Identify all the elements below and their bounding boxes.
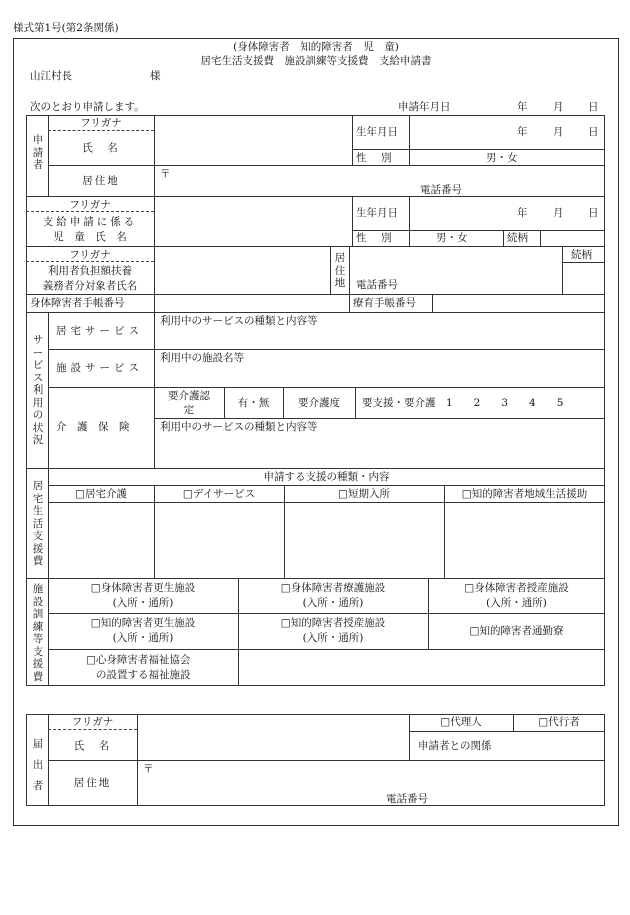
- notifier-phone-label: 電話番号: [386, 793, 428, 805]
- child-name-field[interactable]: [155, 197, 351, 245]
- facility-option-physical-workshop[interactable]: □身体障害者授産施設: [464, 582, 569, 594]
- burden-relation-field[interactable]: [563, 263, 604, 293]
- burden-furigana-label: フリガナ: [69, 249, 111, 261]
- application-month: 月: [553, 101, 564, 113]
- physical-handbook-field[interactable]: [155, 295, 348, 311]
- burden-relation-label: 続柄: [571, 249, 592, 261]
- notifier-name-field[interactable]: [138, 715, 408, 759]
- care-cert-label-2: 定: [183, 404, 195, 416]
- child-furigana-label: フリガナ: [69, 199, 111, 211]
- rehab-handbook-label: 療育手帳番号: [353, 297, 416, 309]
- care-insurance-field[interactable]: [155, 434, 604, 467]
- home-support-section-label: 居宅生活支援費: [32, 480, 44, 567]
- child-name-label-1: 支給申請に係る: [42, 216, 138, 228]
- home-support-option-home-care[interactable]: □居宅介護: [75, 488, 127, 500]
- applicant-postal-mark: 〒: [160, 168, 171, 180]
- applicant-birth-year: 年: [517, 126, 528, 138]
- care-insurance-label: 介 護 保 険: [56, 421, 130, 433]
- child-birth-year: 年: [517, 207, 528, 219]
- child-birth-day: 日: [588, 207, 599, 219]
- burden-address-label: 居住地: [334, 252, 346, 289]
- care-level-options[interactable]: 要支援・要介護 1 2 3 4 5: [362, 397, 564, 409]
- notifier-name-label: 氏 名: [73, 740, 112, 752]
- burden-name-label-2: 義務者分対象者氏名: [42, 280, 138, 292]
- care-cert-label-1: 要介護認: [168, 390, 210, 402]
- home-support-field-2[interactable]: [155, 503, 283, 577]
- notifier-proxy-checkbox[interactable]: □代行者: [538, 716, 580, 728]
- rehab-handbook-field[interactable]: [433, 295, 604, 311]
- burden-phone-label: 電話番号: [356, 279, 398, 291]
- form-number: 様式第1号(第2条関係): [13, 22, 119, 34]
- physical-handbook-label: 身体障害者手帳番号: [30, 297, 125, 309]
- facility-option-physical-rehab[interactable]: □身体障害者更生施設: [90, 582, 196, 594]
- notifier-furigana-label: フリガナ: [71, 716, 114, 728]
- notifier-relation-label: 申請者との関係: [418, 740, 492, 752]
- child-birth-month: 月: [553, 207, 564, 219]
- applicant-birth-day: 日: [588, 126, 599, 138]
- facility-option-intellectual-workshop[interactable]: □知的障害者授産施設: [280, 617, 386, 629]
- applicant-section-label: 申請者: [32, 134, 44, 171]
- facility-service-field[interactable]: [155, 365, 604, 386]
- home-service-note: 利用中のサービスの種類と内容等: [160, 315, 318, 327]
- facility-option-physical-rehab-sub: (入所・通所): [112, 597, 174, 609]
- facility-option-physical-nursing[interactable]: □身体障害者療護施設: [280, 582, 386, 594]
- intro-text: 次のとおり申請します。: [30, 101, 145, 113]
- applicant-sex-options[interactable]: 男・女: [486, 152, 518, 164]
- care-level-label: 要介護度: [298, 397, 340, 409]
- home-support-field-3[interactable]: [285, 503, 443, 577]
- application-date-label: 申請年月日: [398, 101, 451, 113]
- service-status-section-label: サービス利用の状況: [32, 334, 44, 446]
- application-day: 日: [588, 101, 599, 113]
- applicant-furigana-label: フリガナ: [80, 117, 122, 129]
- applicant-name-label: 氏 名: [82, 142, 120, 154]
- home-support-field-4[interactable]: [445, 503, 604, 577]
- applicant-sex-label: 性 別: [356, 152, 394, 164]
- title-line-2: 居宅生活支援費 施設訓練等支援費 支給申請書: [200, 55, 432, 67]
- facility-option-welfare-association[interactable]: □心身障害者福祉協会: [86, 654, 191, 666]
- title-line-1: (身体障害者 知的障害者 児 童): [233, 41, 399, 53]
- notifier-agent-checkbox[interactable]: □代理人: [440, 716, 482, 728]
- child-relation-label: 続柄: [507, 232, 528, 244]
- burden-address-field[interactable]: [350, 247, 561, 275]
- home-support-field-1[interactable]: [49, 503, 153, 577]
- applicant-name-field[interactable]: [155, 116, 351, 164]
- burden-name-field[interactable]: [155, 247, 329, 293]
- home-support-header: 申請する支援の種類・内容: [263, 471, 390, 483]
- applicant-phone-label: 電話番号: [420, 184, 462, 196]
- addressee: 山江村長: [30, 70, 72, 82]
- child-name-label-2: 児 童 氏 名: [53, 231, 127, 243]
- notifier-postal-mark: 〒: [143, 763, 154, 775]
- home-support-option-day-service[interactable]: □デイサービス: [182, 488, 256, 500]
- notifier-address-field[interactable]: [155, 762, 600, 790]
- child-birthdate-label: 生年月日: [356, 207, 398, 219]
- facility-support-section-label: 施設訓練等支援費: [32, 583, 44, 683]
- child-birthdate-field[interactable]: [410, 197, 604, 229]
- child-sex-label: 性 別: [356, 232, 394, 244]
- applicant-birth-month: 月: [553, 126, 564, 138]
- care-insurance-note: 利用中のサービスの種類と内容等: [160, 421, 318, 433]
- notifier-address-label: 居住地: [73, 777, 112, 789]
- notifier-section-label: 届出者: [32, 738, 44, 792]
- notifier-relation-field[interactable]: [510, 732, 604, 759]
- facility-option-intellectual-workshop-sub: (入所・通所): [302, 632, 364, 644]
- applicant-birthdate-label: 生年月日: [356, 126, 398, 138]
- applicant-address-field[interactable]: [170, 166, 600, 182]
- facility-option-commuter-dorm[interactable]: □知的障害者通勤寮: [469, 625, 564, 637]
- care-cert-options[interactable]: 有・無: [237, 397, 270, 409]
- applicant-address-label: 居住地: [82, 175, 120, 187]
- facility-option-intellectual-rehab-sub: (入所・通所): [112, 632, 174, 644]
- facility-option-welfare-association-sub: の設置する福祉施設: [96, 669, 191, 681]
- facility-option-physical-workshop-sub: (入所・通所): [486, 597, 547, 609]
- home-support-option-group-home[interactable]: □知的障害者地域生活援助: [461, 488, 588, 500]
- child-relation-field[interactable]: [541, 231, 604, 245]
- facility-service-label: 施設サービス: [56, 362, 143, 374]
- application-year: 年: [517, 101, 528, 113]
- facility-service-note: 利用中の施設名等: [160, 352, 244, 364]
- home-service-field[interactable]: [155, 328, 604, 348]
- child-sex-options[interactable]: 男・女: [436, 232, 468, 244]
- burden-name-label-1: 利用者負担額扶養: [48, 265, 132, 277]
- facility-option-intellectual-rehab[interactable]: □知的障害者更生施設: [90, 617, 196, 629]
- home-service-label: 居宅サービス: [56, 325, 143, 337]
- applicant-birthdate-field[interactable]: [410, 116, 604, 148]
- addressee-honorific: 様: [150, 70, 161, 82]
- home-support-option-short-stay[interactable]: □短期入所: [338, 488, 390, 500]
- facility-option-physical-nursing-sub: (入所・通所): [302, 597, 364, 609]
